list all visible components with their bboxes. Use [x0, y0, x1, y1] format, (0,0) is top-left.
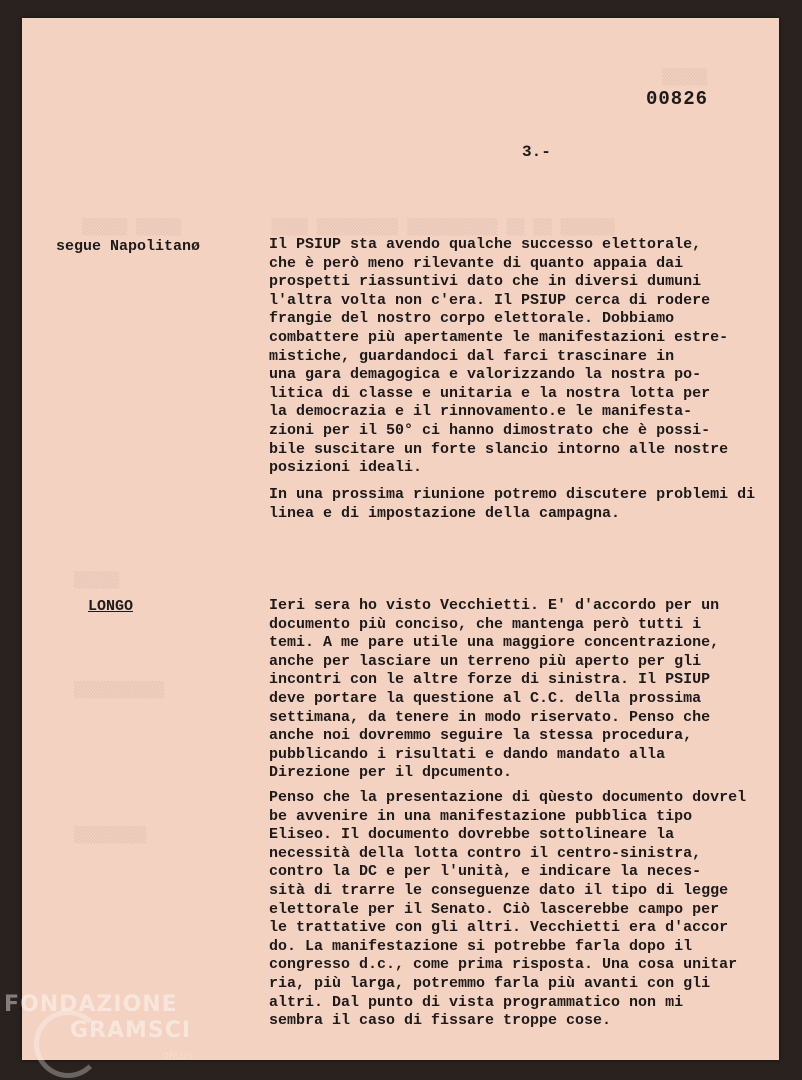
text-line: prospetti riassuntivi dato che in diversi dumuni — [269, 273, 702, 291]
text-line: necessità della lotta contro il centro-sinistra, — [269, 844, 702, 862]
bleed-through-text: ▒▒▒▒▒ ▒▒▒▒▒ ▒▒▒▒ ▒▒▒▒▒▒▒▒▒ ▒▒▒▒▒▒▒▒▒▒ ▒▒ ▒▒ ▒▒▒▒▒▒ — [82, 218, 615, 236]
text-line: elettorale per il Senato. Ciò lascerebbe campo per — [269, 900, 720, 918]
text-line: anche per lasciare un terreno più aperto per gli — [269, 652, 702, 670]
text-line: zioni per il 50° ci hanno dimostrato che è possi- — [269, 421, 711, 439]
text-line: incontri con le altre forze di sinistra. Il PSIUP — [269, 671, 711, 689]
paragraph-napolitano-2 — [269, 486, 769, 523]
text-line: documento più conciso, che mantenga però tutti i — [269, 615, 702, 633]
text-line: altri. Dal punto di vista programmatico non mi — [269, 993, 684, 1011]
watermark-line-2: GRAMSCI — [70, 1018, 192, 1043]
text-line: frangie del nostro corpo elettorale. Dobbiamo — [269, 310, 675, 328]
page-number: 3.- — [522, 143, 551, 161]
text-line: temi. A me pare utile una maggiore concentrazione, — [269, 634, 720, 652]
text-line: una gara demagogica e valorizzando la nostra po- — [269, 366, 702, 384]
text-line: settimana, da tenere in modo riservato. Penso che — [269, 708, 711, 726]
text-line: sembra il caso di fissare troppe cose. — [269, 1012, 612, 1030]
text-line: linea e di impostazione della campagna. — [269, 504, 621, 522]
text-line: la democrazia e il rinnovamento.e le manifesta- — [269, 403, 693, 421]
text-line: posizioni ideali. — [269, 459, 423, 477]
paragraph-longo-2 — [269, 789, 769, 1031]
text-line: combattere più apertamente le manifestazioni estre- — [269, 328, 729, 346]
text-line: Penso che la presentazione di qùesto documento dovrel — [269, 789, 747, 806]
text-line: che è però meno rilevante di quanto appaia dai — [269, 254, 684, 272]
bleed-through-text: ▒▒▒▒▒ — [662, 68, 708, 86]
text-line: ria, più larga, potremmo farla più avanti con gli — [269, 974, 711, 992]
text-line: Ieri sera ho visto Vecchietti. E' d'accordo per un — [269, 597, 720, 614]
text-line: le trattative con gli altri. Vecchietti era d'accor — [269, 919, 729, 937]
text-line: contro la DC e per l'unità, e indicare la neces- — [269, 863, 702, 881]
paragraph-longo-1 — [269, 597, 769, 783]
paragraph-napolitano-1 — [269, 236, 769, 478]
text-line: do. La manifestazione si potrebbe farla dopo il — [269, 937, 693, 955]
text-line: litica di classe e unitaria e la nostra lotta per — [269, 384, 711, 402]
watermark-line-3: ONLUS — [162, 1052, 193, 1062]
speaker-label-napolitano: segue Napolitanø — [56, 238, 201, 255]
text-line: be avvenire in una manifestazione pubblica tipo — [269, 807, 693, 825]
text-line: Il PSIUP sta avendo qualche successo elettorale, — [269, 236, 702, 253]
text-line: mistiche, guardandoci dal farci trascinare in — [269, 347, 675, 365]
document-number: 00826 — [646, 88, 709, 110]
speaker-label-longo: LONGO — [88, 598, 134, 615]
text-line: pubblicando i risultati e dando mandato alla — [269, 745, 666, 763]
text-line: anche noi dovremmo seguire la stessa procedura, — [269, 727, 693, 745]
watermark-line-1: FONDAZIONE — [4, 992, 178, 1017]
bleed-through-text: ▒▒▒▒▒▒▒▒ — [74, 826, 147, 844]
bleed-through-text: ▒▒▒▒▒▒▒▒▒▒ — [74, 681, 165, 699]
text-line: deve portare la questione al C.C. della prossima — [269, 689, 702, 707]
text-line: congresso d.c., come prima risposta. Una cosa unitar — [269, 956, 738, 974]
text-line: In una prossima riunione potremo discutere problemi di — [269, 486, 756, 503]
text-line: bile suscitare un forte slancio intorno alle nostre — [269, 440, 729, 458]
text-line: Eliseo. Il documento dovrebbe sottolineare la — [269, 826, 675, 844]
text-line: Direzione per il dpcumento. — [269, 764, 513, 782]
text-line: l'altra volta non c'era. Il PSIUP cerca di rodere — [269, 291, 711, 309]
archive-watermark — [4, 992, 191, 1044]
bleed-through-text: ▒▒▒▒▒ — [74, 571, 120, 589]
text-line: sità di trarre le conseguenze dato il tipo di legge — [269, 881, 729, 899]
document-page — [22, 18, 779, 1060]
